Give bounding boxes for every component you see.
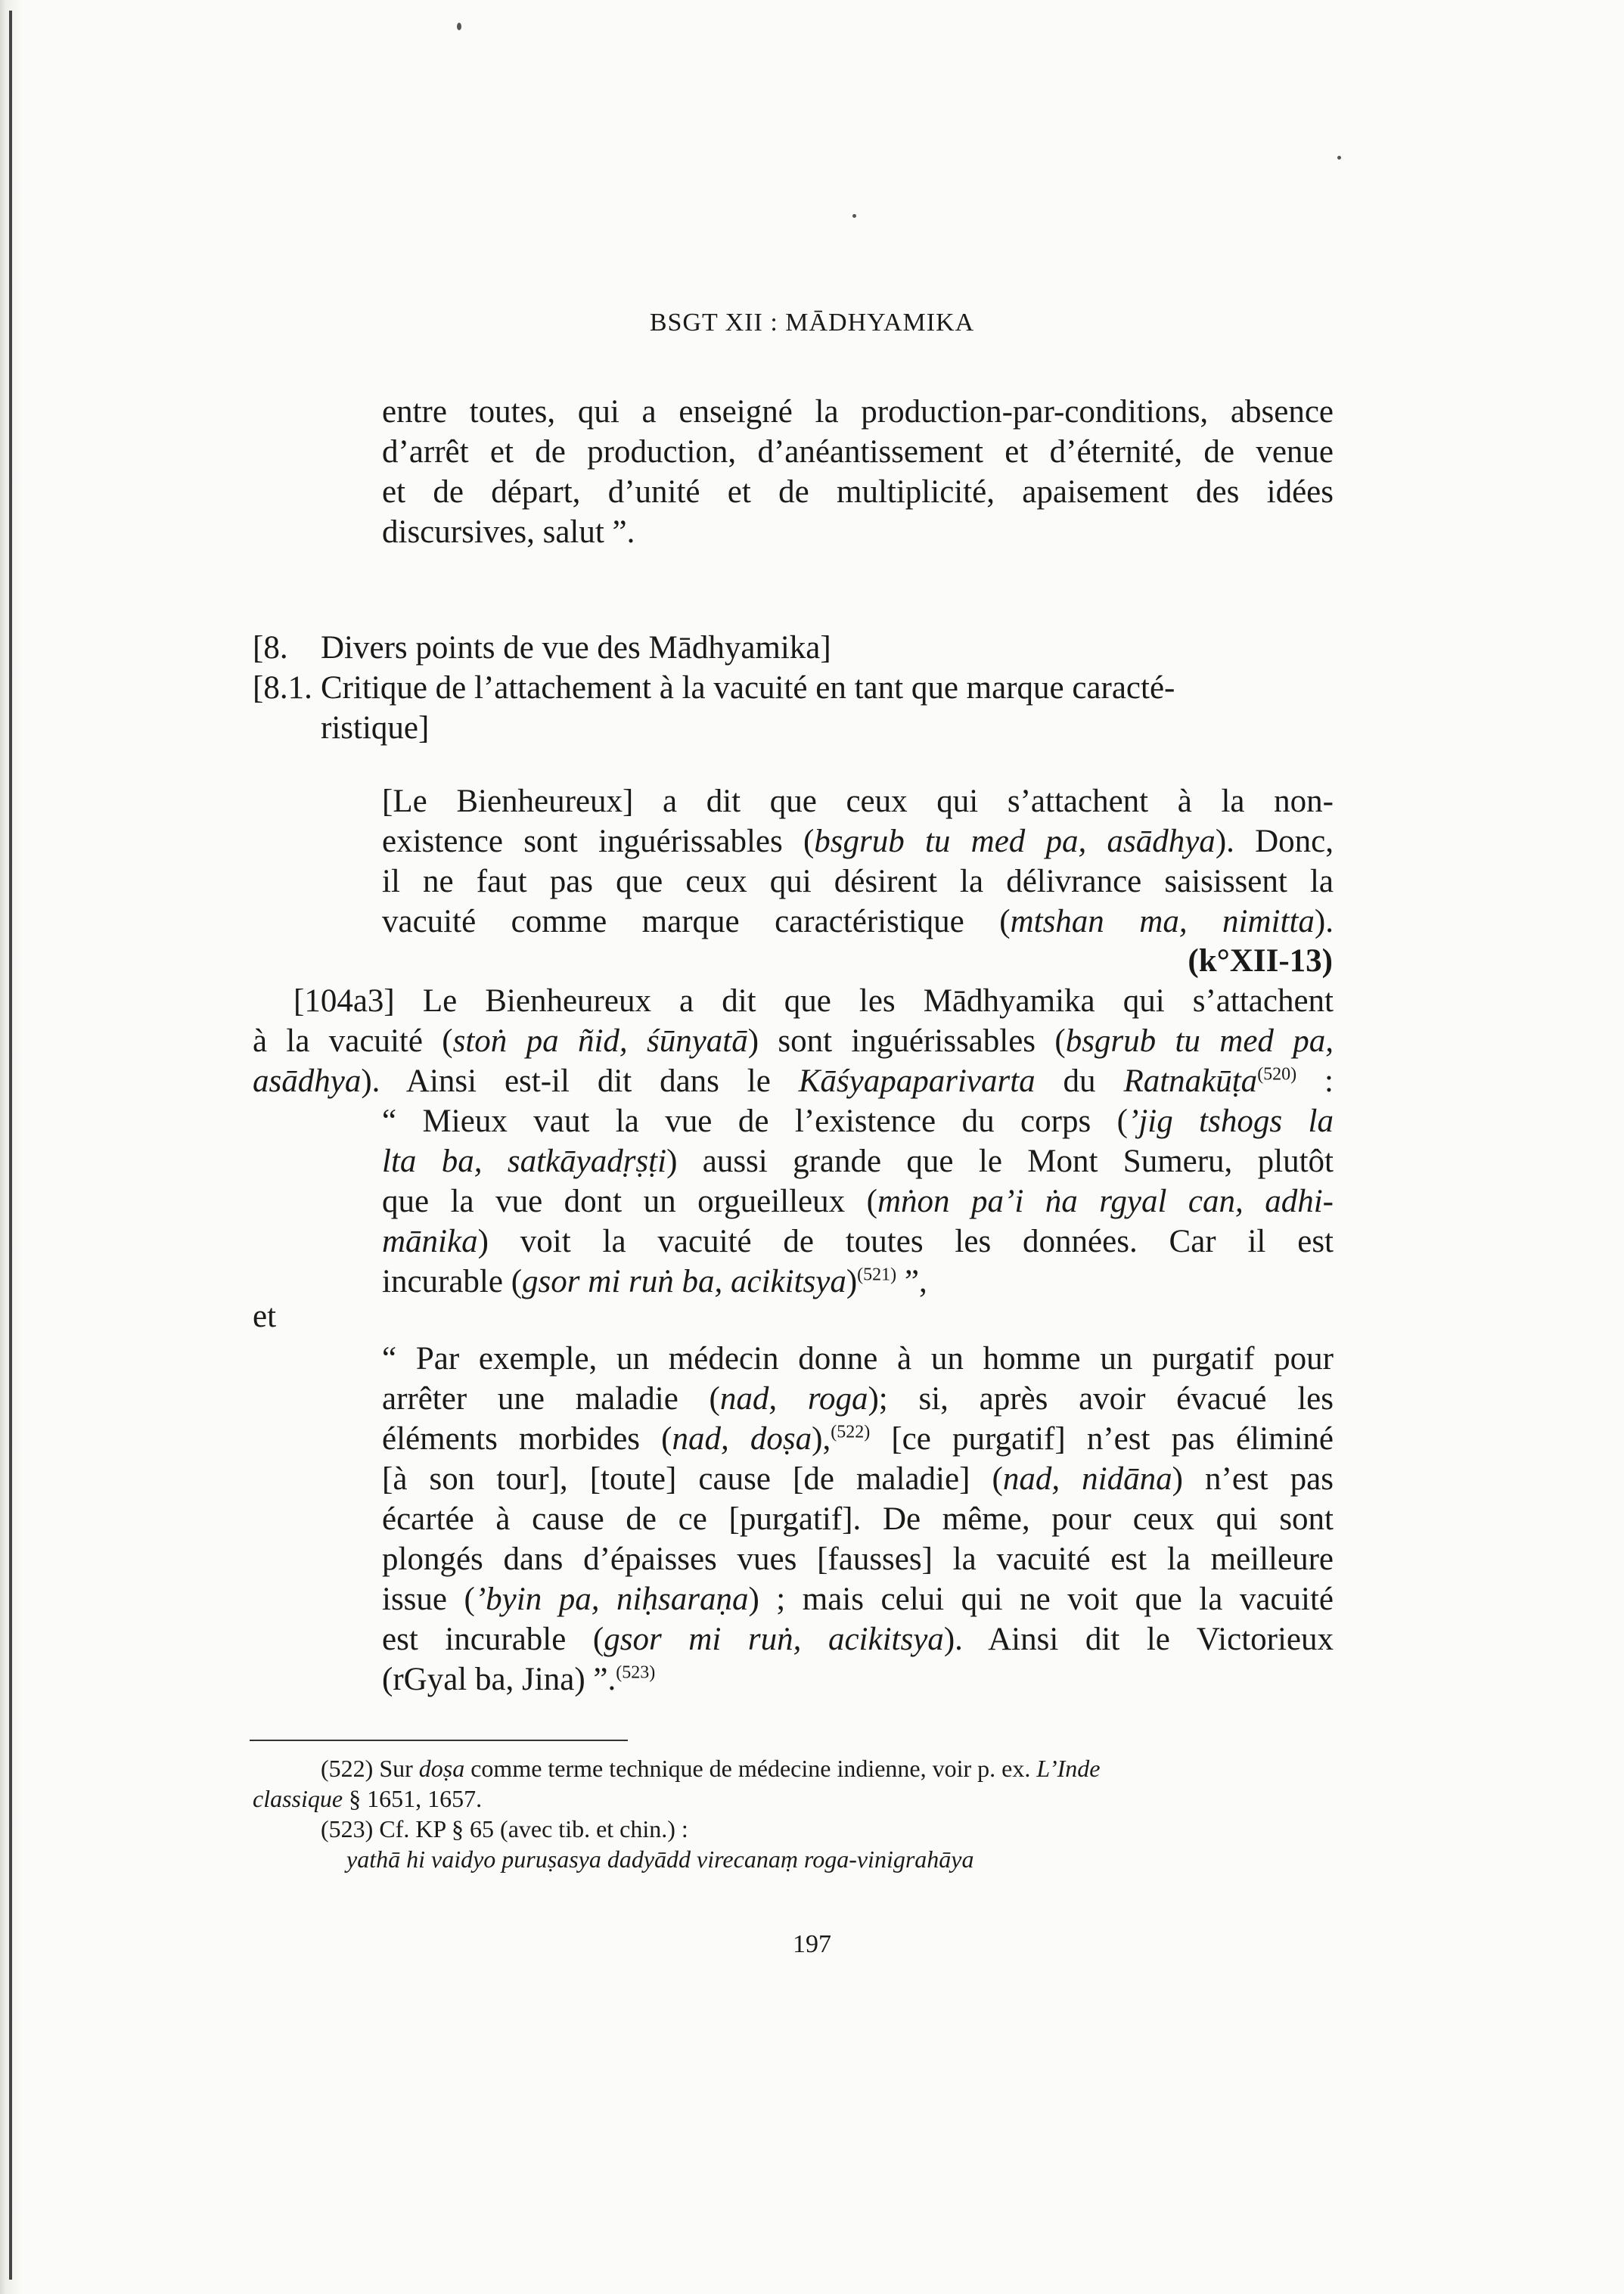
running-head: BSGT XII : MĀDHYAMIKA	[649, 309, 975, 337]
italic-term: bsgrub tu med pa, asādhya	[814, 824, 1216, 859]
text-span: ) aussi grande que le Mont Sumeru, plutôt	[666, 1144, 1334, 1179]
italic-term: gsor mi ruṅ ba, acikitsya	[522, 1264, 846, 1299]
footnote-ref-520: (520)	[1257, 1064, 1297, 1085]
text-line: entre toutes, qui a enseigné la production-par-conditions, absence	[382, 394, 1334, 430]
text-line: (523) Cf. KP § 65 (avec tib. et chin.) :	[321, 1815, 688, 1842]
footnote-ref-521: (521)	[857, 1265, 897, 1285]
text-line: écartée à cause de ce [purgatif]. De même, pour ceux qui sont	[382, 1501, 1334, 1537]
text-line	[382, 821, 1334, 861]
text-span: ).	[1314, 904, 1334, 939]
text-span: ). Ainsi dit le Victorieux	[943, 1622, 1334, 1657]
footnote-522	[253, 1753, 1334, 1814]
text-line: discursives, salut ”.	[382, 514, 635, 550]
italic-term: nad, doṣa	[672, 1421, 812, 1457]
italic-term: mānika	[382, 1224, 478, 1259]
karika-verse	[382, 781, 1334, 942]
scan-speck	[852, 214, 856, 218]
italic-term: nad, nidāna	[1002, 1461, 1172, 1497]
commentary-paragraph	[253, 981, 1334, 1101]
text-line	[382, 1379, 1334, 1419]
footnote-ref-522: (522)	[831, 1422, 871, 1442]
text-span: comme terme technique de médecine indienne, voir p. ex.	[464, 1755, 1037, 1782]
text-line	[382, 1579, 1334, 1619]
sanskrit-quote: yathā hi vaidyo puruṣasya dadyādd virecanaṃ roga-vinigrahāya	[346, 1845, 974, 1873]
italic-title: Ratnakūṭa	[1123, 1063, 1258, 1099]
italic-term: asādhya	[253, 1063, 362, 1099]
text-span: à la vacuité (	[253, 1023, 453, 1059]
quote-kasyapaparivarta-2	[382, 1339, 1334, 1700]
text-span: éléments morbides (	[382, 1421, 672, 1457]
text-span: [à son tour], [toute] cause [de maladie] (	[382, 1461, 1003, 1497]
section-heading-8-1	[253, 668, 1334, 748]
section-number: [8.	[253, 630, 288, 666]
text-span: (rGyal ba, Jina) ”.	[382, 1662, 616, 1697]
text-line	[253, 1061, 1334, 1101]
text-span: (522) Sur	[321, 1755, 419, 1782]
section-number: [8.1.	[253, 670, 312, 706]
text-line: plongés dans d’épaisses vues [fausses] la vacuité est la meilleure	[382, 1541, 1334, 1577]
text-span: ”,	[896, 1264, 927, 1299]
text-line	[382, 1659, 1334, 1700]
text-span: ) ; mais celui qui ne voit que la vacuité	[748, 1582, 1334, 1617]
text-line	[382, 1419, 1334, 1459]
scan-speck	[457, 23, 461, 30]
text-line	[382, 1222, 1334, 1262]
text-span: arrêter une maladie (	[382, 1381, 720, 1417]
italic-term: ’byin pa, niḥsaraṇa	[474, 1582, 749, 1617]
text-line	[253, 1021, 1334, 1061]
text-span: incurable (	[382, 1264, 523, 1299]
text-line: il ne faut pas que ceux qui désirent la délivrance saisissent la	[382, 864, 1334, 899]
italic-title: classique	[253, 1785, 343, 1812]
text-line	[382, 902, 1334, 942]
italic-term: gsor mi ruṅ, acikitsya	[604, 1622, 944, 1657]
text-span: “ Mieux vaut la vue de l’existence du corps (	[382, 1104, 1128, 1139]
italic-title: L’Inde	[1036, 1755, 1101, 1782]
text-line: d’arrêt et de production, d’anéantissement et d’éternité, de venue	[382, 434, 1334, 470]
text-span: vacuité comme marque caractéristique (	[382, 904, 1011, 939]
text-line	[382, 1181, 1334, 1222]
footnote-523	[253, 1814, 1334, 1874]
text-line: [104a3] Le Bienheureux a dit que les Mādhyamika qui s’attachent	[293, 983, 1334, 1019]
text-span: :	[1296, 1063, 1334, 1099]
continuation-paragraph	[382, 392, 1334, 552]
text-span: )	[846, 1264, 858, 1299]
text-span: que la vue dont un orgueilleux (	[382, 1184, 877, 1219]
text-span: ) sont inguérissables (	[747, 1023, 1066, 1059]
italic-term: doṣa	[418, 1755, 465, 1782]
footnote-ref-523: (523)	[616, 1662, 656, 1683]
text-span: existence sont inguérissables (	[382, 824, 815, 859]
italic-term: mtshan ma, nimitta	[1010, 904, 1315, 939]
text-span: ); si, après avoir évacué les	[868, 1381, 1334, 1417]
text-line: et de départ, d’unité et de multiplicité, apaisement des idées	[382, 474, 1334, 510]
connector-et: et	[253, 1299, 277, 1334]
text-span: ). Ainsi est-il dit dans le	[361, 1063, 799, 1099]
text-line	[253, 1783, 1334, 1814]
footnote-separator	[250, 1740, 628, 1741]
text-span: du	[1035, 1063, 1124, 1099]
text-line	[382, 1459, 1334, 1499]
quote-kasyapaparivarta-1	[382, 1101, 1334, 1302]
text-line	[253, 1753, 1334, 1783]
text-line	[382, 1619, 1334, 1659]
text-span: ),	[812, 1421, 831, 1457]
italic-term: stoṅ pa ñid, śūnyatā	[452, 1023, 748, 1059]
karika-reference: (k°XII-13)	[1188, 943, 1333, 979]
italic-title: Kāśyapaparivarta	[798, 1063, 1036, 1099]
text-line: [Le Bienheureux] a dit que ceux qui s’attachent à la non-	[382, 784, 1334, 819]
italic-term: bsgrub tu med pa,	[1065, 1023, 1334, 1059]
italic-term: lta ba, satkāyadṛṣṭi	[382, 1144, 667, 1179]
page-number: 197	[793, 1930, 831, 1958]
text-span: ) n’est pas	[1172, 1461, 1334, 1497]
text-line	[382, 1101, 1334, 1141]
section-title: Divers points de vue des Mādhyamika]	[321, 630, 831, 666]
italic-term: mṅon pa’i ṅa rgyal can, adhi-	[877, 1184, 1334, 1219]
section-heading-8	[253, 628, 831, 668]
section-title: Critique de l’attachement à la vacuité en tant que marque caracté-	[321, 670, 1175, 706]
italic-term: nad, roga	[719, 1381, 868, 1417]
text-span: [ce purgatif] n’est pas éliminé	[870, 1421, 1334, 1457]
text-line	[382, 1262, 1334, 1302]
scan-speck	[1337, 156, 1341, 160]
text-line	[382, 1141, 1334, 1181]
italic-term: ’jig tshogs la	[1128, 1104, 1334, 1139]
text-span: est incurable (	[382, 1622, 604, 1657]
text-span: ) voit la vacuité de toutes les données. Car il est	[477, 1224, 1334, 1259]
text-span: ). Donc,	[1215, 824, 1334, 859]
text-span: § 1651, 1657.	[343, 1785, 483, 1812]
text-line: “ Par exemple, un médecin donne à un homme un purgatif pour	[382, 1341, 1334, 1377]
section-title-continued: ristique]	[321, 710, 430, 746]
text-span: issue (	[382, 1582, 475, 1617]
